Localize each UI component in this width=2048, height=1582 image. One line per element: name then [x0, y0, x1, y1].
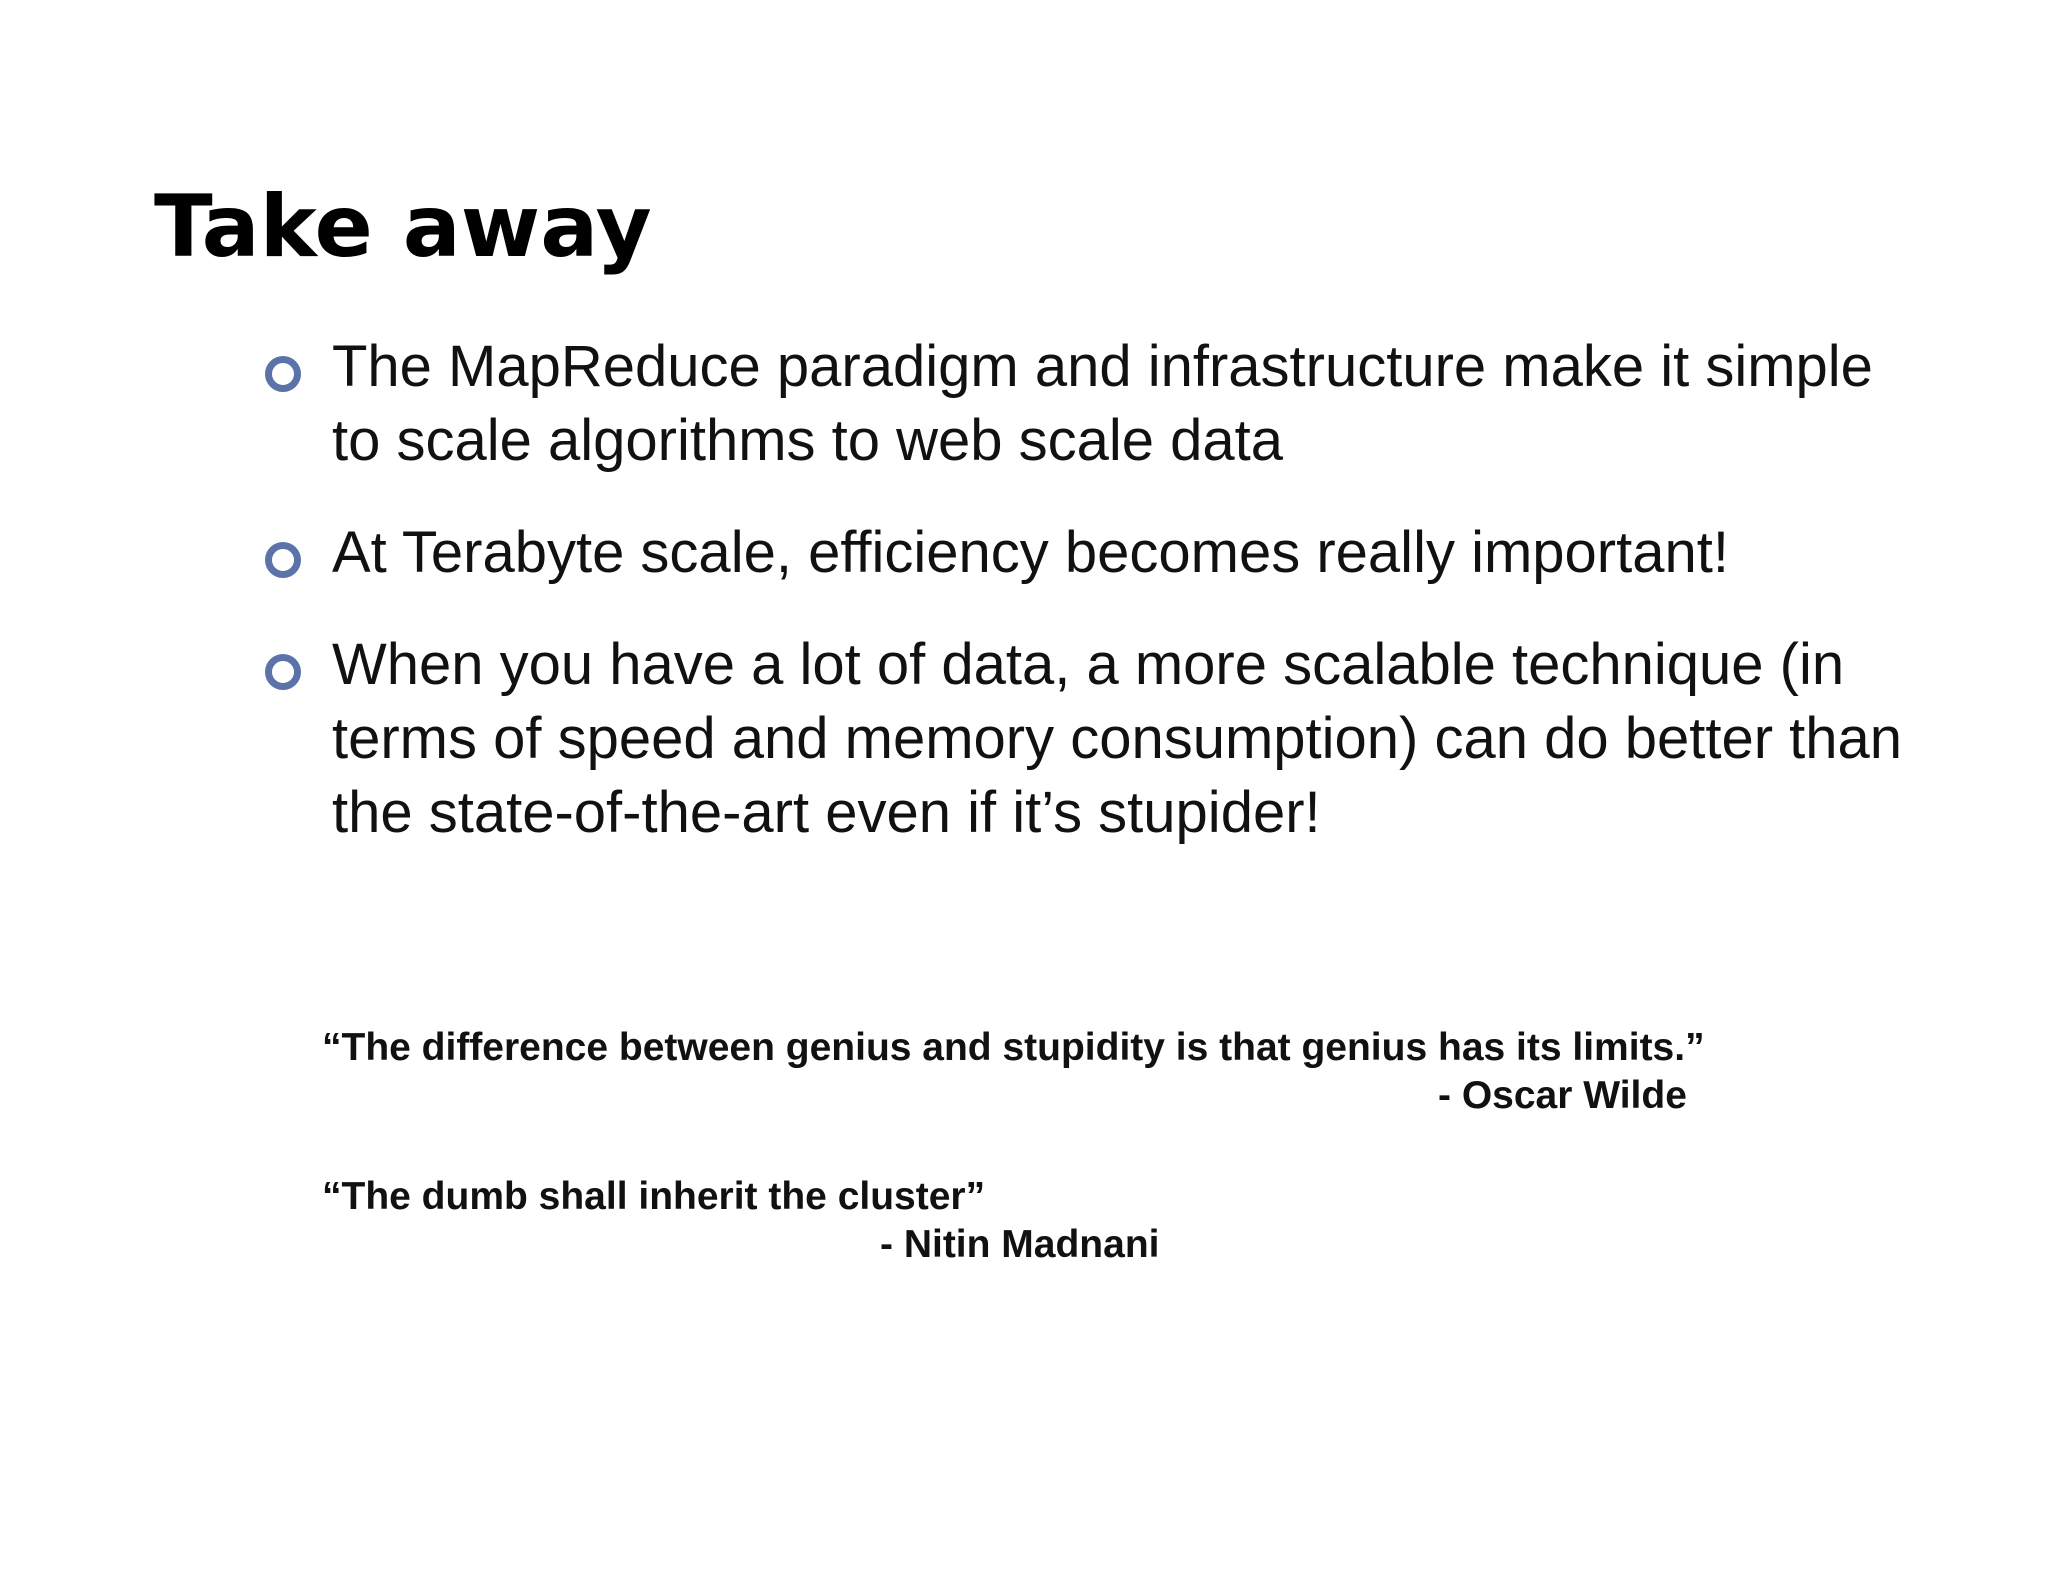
hollow-circle-bullet-icon — [265, 654, 301, 690]
bullet-item — [262, 628, 1922, 850]
quote-author: - Nitin Madnani — [880, 1223, 1160, 1266]
hollow-circle-bullet-icon — [265, 542, 301, 578]
bullet-text: When you have a lot of data, a more scalable technique (in terms of speed and memory consumption) can do better than the state-of-the-art even if it’s stupider! — [332, 632, 1903, 845]
quote-text: “The dumb shall inherit the cluster” — [322, 1175, 986, 1218]
quote-author: - Oscar Wilde — [1438, 1074, 1687, 1117]
bullet-list — [262, 330, 1922, 888]
bullet-text: At Terabyte scale, efficiency becomes really important! — [332, 520, 1729, 585]
slide-title: Take away — [154, 177, 652, 277]
hollow-circle-bullet-icon — [265, 356, 301, 392]
bullet-text: The MapReduce paradigm and infrastructure make it simple to scale algorithms to web scale data — [332, 334, 1873, 473]
bullet-item — [262, 330, 1922, 478]
quote-text: “The difference between genius and stupidity is that genius has its limits.” — [322, 1026, 1705, 1069]
bullet-item — [262, 516, 1922, 590]
